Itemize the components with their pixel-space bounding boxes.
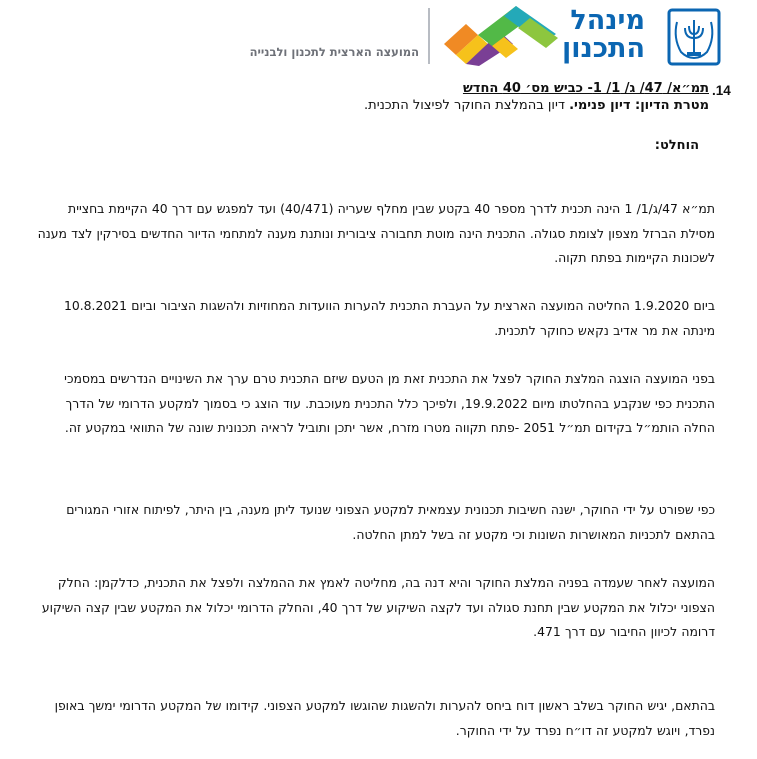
decided-label: הוחלט: <box>654 138 699 153</box>
org-name-line1: מינהל <box>570 5 645 36</box>
paragraph-split-decision: המועצה לאחר שעמדה בפניה המלצת החוקר והיא דנה בה, מחליטה לאמץ את ההמלצה ולפצל את התכנית, כדלקמן: החלק הצפוני יכלול את המקטע שבין תחנת סגולה ועד לקצה השיקוע של דרך 40, והחלק הדרומי יכלול את המקטע שבין קצה השיקוע דרומה לכיוון החיבור עם דרך 471. <box>41 575 715 639</box>
item-title: תמ״א/ 47/ ג/ 1/ 1- כביש מס׳ 40 החדש <box>462 81 709 96</box>
paragraph-next-steps: בהתאם, יגיש החוקר בשלב ראשון דוח ביחס להערות ולהשגות שהוגשו למקטע הצפוני. קידומו של המקטע הדרומי ימשך באופן נפרד, ויוגש למקטע זה דו״ח נפרד על ידי החוקר. <box>54 698 715 738</box>
purpose-label: מטרת הדיון: דיון פנימי. <box>569 98 709 113</box>
paragraph-plan-description: תמ״א 47/ג/1/ 1 הינה תכנית לדרך מספר 40 בקטע שבין מחלף שעריה (40/471) ועד למפגש עם דרך 40 הקיימת בחציית מסילת הברזל מצפון לצומת סגולה. התכנית הינה מוטת תחבורה ציבורית ונותנת מענה למתחמי הדיור החדשים בסירקין לצד מענה לשכונות הקיימות בפתח תקוה. <box>37 201 715 265</box>
council-name: המועצה הארצית לתכנון ולבנייה <box>249 45 419 59</box>
paragraph-investigator-recommendation: בפני המועצה הוצגה המלצת החוקר לפצל את התכנית זאת מן הטעם שיזם התכנית טרם ערך את השינויים הנדרשים במסמכי התכנית כפי שנקבע בהחלטתו מיום 19.9.2022, ולפיכך כלל התכנית מעוכבת. עוד הוצג כי בסמוך למקטע הדרומי של הדרך החלה הותמ״ל בקידום תמ״ל 2051 -פתח תקווה מטרו מזרח, אשר יתכן ותוביל לראיה תכנונית שונה של התוואי במקטע זה. <box>64 371 715 435</box>
state-emblem-icon <box>665 8 723 66</box>
org-name-line2: התכנון <box>561 33 645 64</box>
header-divider <box>428 8 430 64</box>
discussion-purpose <box>364 98 709 113</box>
item-number: .14 <box>712 83 731 98</box>
paragraph-council-decision-history: ביום 1.9.2020 החליטה המועצה הארצית על העברת התכנית להערות הוועדות המחוזיות ולהשגות הציבור וביום 10.8.2021 מינתה את מר אדיב נקאש כחוקר לתכנית. <box>63 298 715 338</box>
purpose-text: דיון בהמלצת החוקר לפיצול התכנית. <box>364 98 565 113</box>
paragraph-northern-section-importance: כפי שפורט על ידי החוקר, ישנה חשיבות תכנונית עצמאית למקטע הצפוני שנועד ליתן מענה, בין היתר, לפיתוח אזורי המגורים בהתאם לתכניות המאושרות השונות וכי מקטע זה בשל למתן החלטה. <box>66 502 715 542</box>
